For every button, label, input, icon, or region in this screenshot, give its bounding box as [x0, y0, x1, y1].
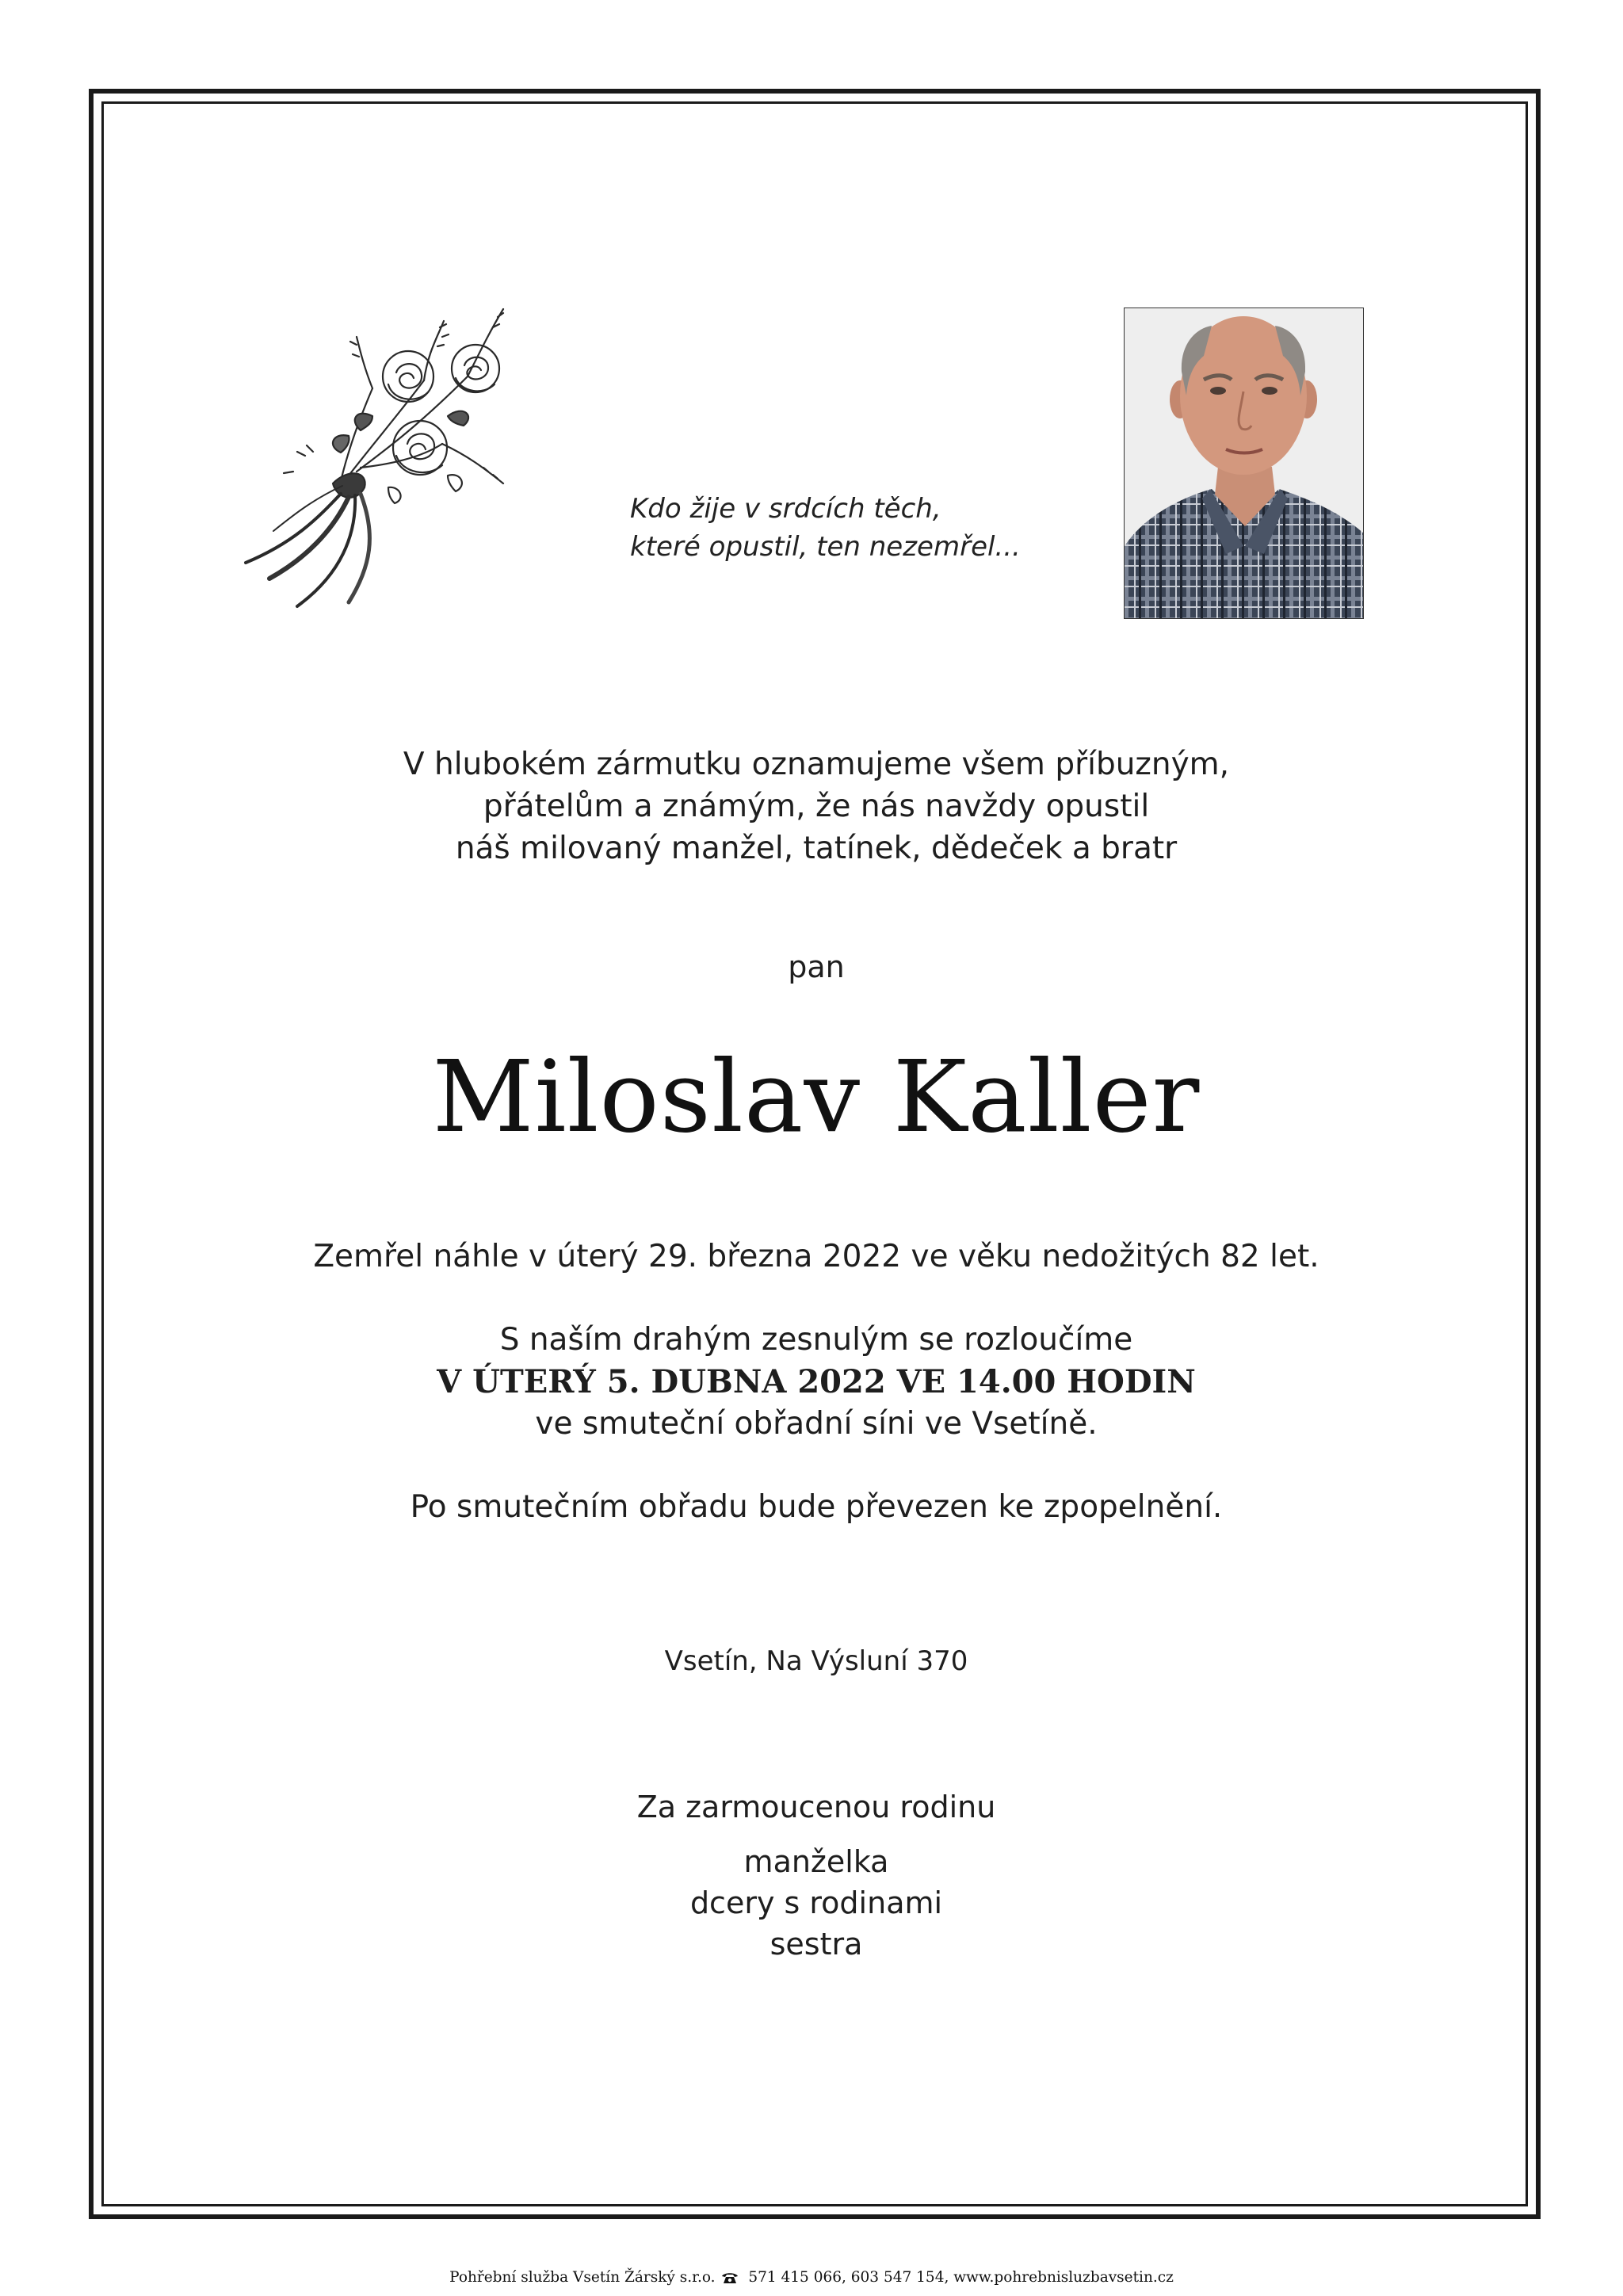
memorial-quote — [630, 490, 1074, 566]
telephone-icon — [721, 2271, 739, 2290]
funeral-service-name: Pohřební služba Vsetín Žárský s.r.o. — [449, 2269, 716, 2286]
mourner-item: manželka — [743, 1844, 889, 1879]
quote-line-1: Kdo žije v srdcích těch, — [630, 493, 941, 525]
quote-line-2: které opustil, ten nezemřel... — [630, 531, 1021, 563]
announcement-line-2: přátelům a známým, že nás navždy opustil — [483, 789, 1150, 824]
announcement-line-1: V hlubokém zármutku oznamujeme všem příbuzným, — [403, 747, 1230, 782]
announcement-text — [119, 743, 1514, 869]
portrait-photo — [1124, 308, 1364, 619]
funeral-location: ve smuteční obřadní síni ve Vsetíně. — [535, 1406, 1098, 1442]
death-notice: Zemřel náhle v úterý 29. března 2022 ve věku nedožitých 82 let. — [313, 1239, 1319, 1274]
salutation: pan — [788, 949, 845, 984]
footer — [0, 2268, 1623, 2290]
deceased-name: Miloslav Kaller — [432, 1040, 1201, 1155]
contact-details: 571 415 066, 603 547 154, www.pohrebnisluzbavsetin.cz — [748, 2269, 1174, 2286]
funeral-details — [119, 1319, 1514, 1445]
rose-bouquet-icon — [230, 305, 555, 622]
cremation-notice: Po smutečním obřadu bude převezen ke zpopelnění. — [410, 1489, 1223, 1525]
family-address: Vsetín, Na Výsluní 370 — [664, 1645, 968, 1677]
mourners-intro: Za zarmoucenou rodinu — [636, 1790, 996, 1824]
announcement-line-3: náš milovaný manžel, tatínek, dědeček a bratr — [455, 831, 1178, 866]
mourner-item: dcery s rodinami — [689, 1885, 943, 1920]
funeral-date-time: V ÚTERÝ 5. DUBNA 2022 VE 14.00 HODIN — [437, 1363, 1196, 1400]
funeral-line-1: S naším drahým zesnulým se rozloučíme — [499, 1322, 1133, 1358]
mourners-list — [119, 1841, 1514, 1965]
mourner-item: sestra — [769, 1927, 863, 1962]
